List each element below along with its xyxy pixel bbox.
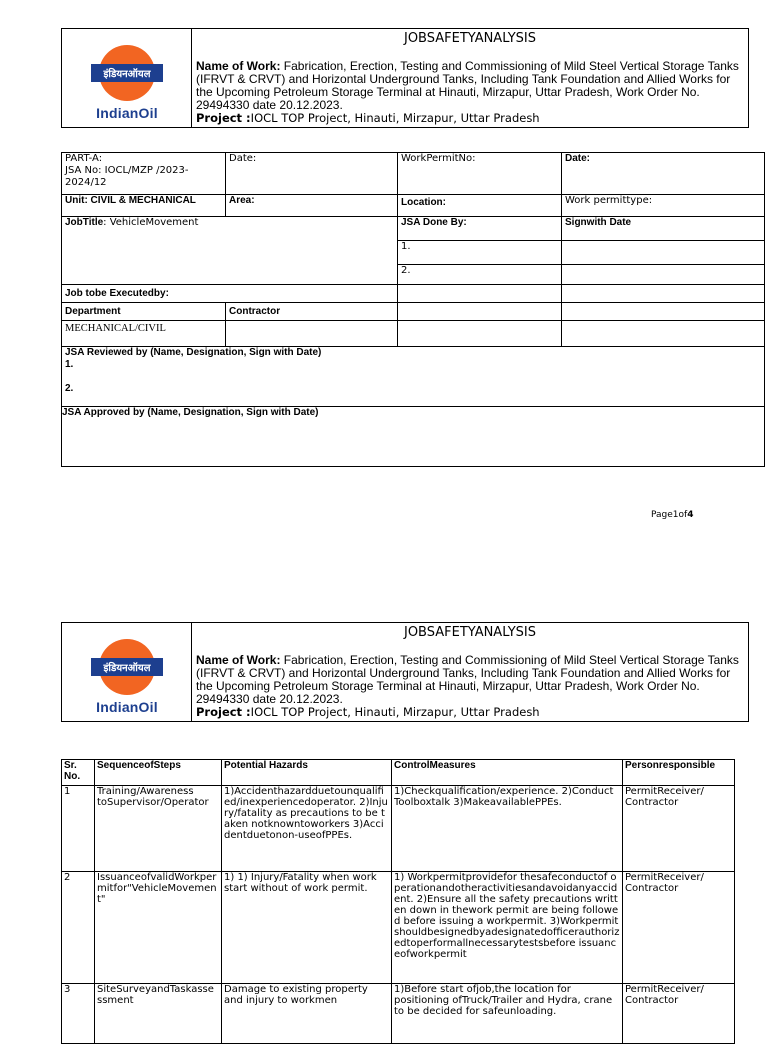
header-text — [196, 623, 744, 719]
contractor-cell: Contractor — [226, 303, 398, 321]
table-row — [62, 872, 735, 984]
header-text — [196, 29, 744, 125]
step-cell: Training/Awareness toSupervisor/Operator — [95, 786, 222, 872]
table-row — [62, 407, 765, 467]
table-row — [62, 984, 735, 1044]
document-title: JOBSAFETYANALYSIS — [403, 31, 536, 46]
indianoil-logo — [89, 637, 165, 715]
table-row — [62, 321, 765, 347]
empty-cell — [398, 321, 562, 347]
controls-cell: 1)Checkqualification/experience. 2)Conduct Toolboxtalk 3)MakeavailablePPEs. — [392, 786, 623, 872]
done-by-2-sign — [562, 265, 765, 285]
area-cell: Area: — [226, 195, 398, 217]
empty-cell — [562, 321, 765, 347]
sign-with-date-cell: Signwith Date — [562, 217, 765, 241]
logo-cell — [62, 29, 192, 127]
document-header-page-2 — [61, 622, 749, 722]
table-row — [62, 153, 765, 195]
table-row — [62, 217, 765, 241]
reviewed-2: 2. — [65, 383, 74, 394]
work-permit-no-cell: WorkPermitNo: — [398, 153, 562, 195]
person-cell: PermitReceiver/ Contractor — [623, 872, 735, 984]
controls-cell: 1) Workpermitprovidefor thesafeconductof operationandotheractivitiesandavoidanyaccident. 2)Ensure all the safety precautions written down in thework permit are being followed before issuing a workpermit. 3)Workpermitshouldbesignedbyadesignatedofficerauthorizedtoperformallnecessarytestsbefore issuanceofworkpermit — [392, 872, 623, 984]
empty-cell — [562, 285, 765, 303]
logo-hindi-text: इंडियनऑयल — [103, 663, 151, 674]
reviewed-1: 1. — [65, 359, 74, 370]
project — [196, 112, 744, 125]
job-title-label: JobTitle — [65, 217, 104, 228]
logo-hindi-text: इंडियनऑयल — [103, 69, 151, 80]
jsa-approved-cell: JSA Approved by (Name, Designation, Sign with Date) — [62, 407, 765, 467]
sr-cell: 2 — [62, 872, 95, 984]
done-by-1-sign — [562, 241, 765, 265]
table-row — [62, 285, 765, 303]
job-steps-table — [61, 759, 735, 1044]
document-header — [61, 28, 749, 128]
name-of-work: Name of Work: Fabrication, Erection, Testing and Commissioning of Mild Steel Vertical Storage Tanks (IFRVT & CRVT) and Horizontal Underground Tanks, Including Tank Foundation and Allied Works for the Upcoming Petroleum Storage Terminal at Hinauti, Mirzapur, Uttar Pradesh, Work Order No. 29494330 date 20.12.2023. — [196, 653, 739, 706]
part-a-table — [61, 152, 765, 467]
work-permit-type-cell: Work permittype: — [562, 195, 765, 217]
job-executed-by-cell: Job tobe Executedby: — [62, 285, 398, 303]
project-label: Project : — [196, 111, 251, 125]
page-number: Page1of4 — [651, 510, 694, 520]
header-control-measures: ControlMeasures — [392, 760, 623, 786]
name-of-work-label: Name of Work: — [196, 59, 281, 73]
done-by-2: 2. — [398, 265, 562, 285]
empty-cell — [398, 303, 562, 321]
name-of-work — [196, 60, 744, 112]
jsa-number: JSA No: IOCL/MZP /2023-2024/12 — [65, 165, 189, 188]
location-cell: Location: — [398, 195, 562, 217]
table-row — [62, 786, 735, 872]
name-of-work-text: Fabrication, Erection, Testing and Commissioning of Mild Steel Vertical Storage Tanks (IFRVT & CRVT) and Horizontal Underground Tanks, Including Tank Foundation and Allied Works for the Upcoming Petroleum Storage Terminal at Hinauti, Mirzapur, Uttar Pradesh, Work Order No. 29494330 date 20.12.2023. — [196, 59, 739, 112]
logo-brand-text: IndianOil — [96, 699, 158, 715]
empty-cell — [562, 303, 765, 321]
person-cell: PermitReceiver/ Contractor — [623, 786, 735, 872]
hazards-cell: Damage to existing property and injury to workmen — [222, 984, 392, 1044]
document-title: JOBSAFETYANALYSIS — [403, 625, 536, 640]
job-title-value: : VehicleMovement — [103, 217, 199, 228]
jsa-done-by-cell: JSA Done By: — [398, 217, 562, 241]
header-potential-hazards: Potential Hazards — [222, 760, 392, 786]
table-header-row — [62, 760, 735, 786]
empty-cell — [398, 285, 562, 303]
step-cell: SiteSurveyandTaskassessment — [95, 984, 222, 1044]
department-value-cell: MECHANICAL/CIVIL — [62, 321, 226, 347]
part-label: PART-A: — [65, 153, 103, 164]
table-row — [62, 347, 765, 407]
unit-cell: Unit: CIVIL & MECHANICAL — [62, 195, 226, 217]
step-cell: IssuanceofvalidWorkpermitfor"VehicleMovement" — [95, 872, 222, 984]
jsa-reviewed-cell — [62, 347, 765, 407]
sr-cell: 3 — [62, 984, 95, 1044]
reviewed-by-label: JSA Reviewed by (Name, Designation, Sign with Date) — [65, 347, 322, 358]
logo-cell — [62, 623, 192, 721]
contractor-value-cell — [226, 321, 398, 347]
job-title-cell — [62, 217, 398, 285]
indianoil-logo — [89, 43, 165, 121]
hazards-cell: 1) 1) Injury/Fatality when work start without of work permit. — [222, 872, 392, 984]
permit-date-cell: Date: — [562, 153, 765, 195]
done-by-1: 1. — [398, 241, 562, 265]
header-person-responsible: Personresponsible — [623, 760, 735, 786]
jsa-number-cell — [62, 153, 226, 195]
sr-cell: 1 — [62, 786, 95, 872]
logo-brand-text: IndianOil — [96, 105, 158, 121]
department-cell: Department — [62, 303, 226, 321]
person-cell: PermitReceiver/ Contractor — [623, 984, 735, 1044]
date-cell: Date: — [226, 153, 398, 195]
header-sequence-of-steps: SequenceofSteps — [95, 760, 222, 786]
project-text: IOCL TOP Project, Hinauti, Mirzapur, Uttar Pradesh — [250, 111, 540, 125]
controls-cell: 1)Before start ofjob,the location for positioning ofTruck/Trailer and Hydra, crane to be decided for safeunloading. — [392, 984, 623, 1044]
table-row — [62, 303, 765, 321]
table-row — [62, 195, 765, 217]
hazards-cell: 1)Accidenthazardduetounqualified/inexperiencedoperator. 2)Injury/fatality as precautions to be taken notknowntoworkers 3)Accidentduetonon-useofPPEs. — [222, 786, 392, 872]
project: Project :IOCL TOP Project, Hinauti, Mirzapur, Uttar Pradesh — [196, 705, 540, 719]
header-sr-no: Sr. No. — [62, 760, 95, 786]
